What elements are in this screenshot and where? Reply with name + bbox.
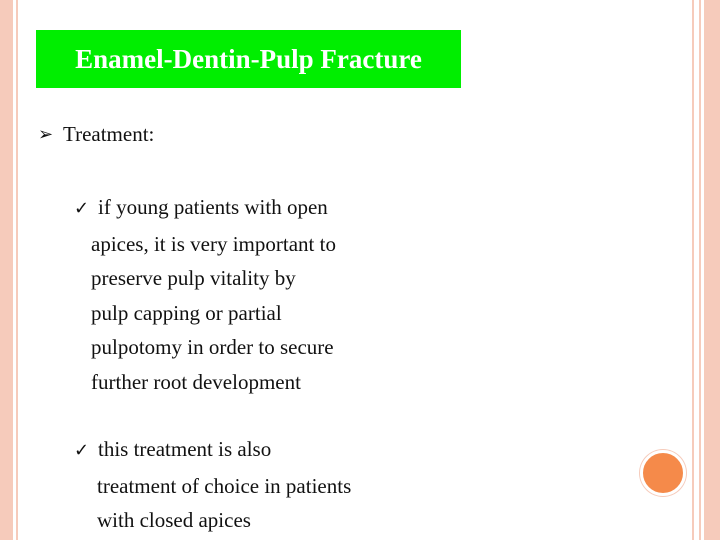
left-decorative-border — [0, 0, 13, 540]
sub-point-1 — [74, 190, 336, 400]
sub-point-line: ✓ this treatment is also — [74, 432, 351, 469]
right-decorative-line — [699, 0, 701, 540]
sub-point-line: preserve pulp vitality by — [91, 266, 296, 291]
sub-point-line: further root development — [91, 369, 301, 394]
decorative-circle — [640, 450, 686, 496]
title-box — [36, 30, 461, 88]
check-icon: ✓ — [74, 198, 90, 219]
slide-title: Enamel-Dentin-Pulp Fracture — [75, 43, 422, 74]
sub-point-2 — [74, 432, 351, 538]
sub-point-line: ✓ if young patients with open — [74, 190, 336, 227]
left-decorative-line — [16, 0, 18, 540]
right-decorative-border — [704, 0, 720, 540]
bullet-item-treatment — [38, 122, 154, 147]
sub-point-line: pulp capping or partial — [91, 300, 282, 325]
check-icon: ✓ — [74, 440, 90, 461]
sub-point-line: pulpotomy in order to secure — [91, 335, 334, 360]
bullet-label: Treatment: — [63, 122, 155, 146]
sub-point-line: treatment of choice in patients — [97, 473, 352, 498]
arrow-bullet-icon: ➢ — [38, 124, 54, 145]
sub-point-line: apices, it is very important to — [91, 231, 336, 256]
sub-point-line: with closed apices — [97, 508, 251, 533]
right-decorative-line — [692, 0, 694, 540]
